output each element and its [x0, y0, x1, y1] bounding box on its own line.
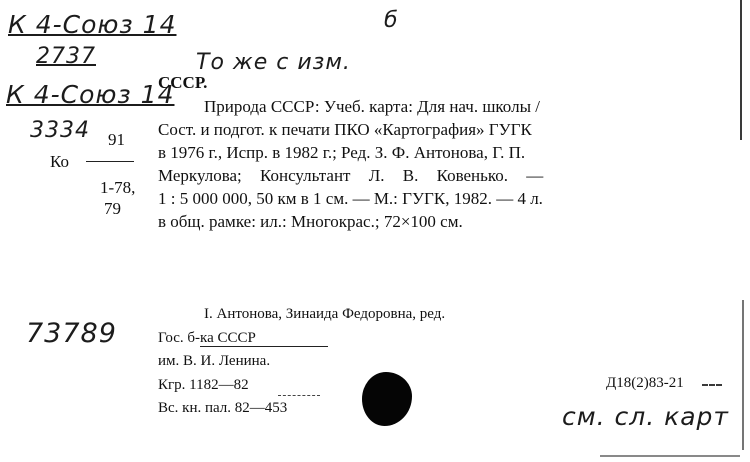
ink-blot [362, 372, 412, 426]
hand-note-same: То же с изм. [196, 50, 351, 75]
hand-callnum-2: К 4-Союз 14 [6, 80, 175, 109]
stamp-line-3: Кгр. 1182—82 [158, 377, 249, 393]
shelf-range-1: 1-78, [100, 178, 136, 197]
added-entry-editor: I. Антонова, Зинаида Федоровна, ред. [204, 306, 446, 322]
shelf-divider-line [86, 161, 134, 162]
shelf-number-91: 91 [108, 130, 125, 149]
hand-number-1: 2737 [36, 44, 96, 69]
heading-ussr: СССР. [158, 73, 208, 92]
description-line-1: Природа СССР: Учеб. карта: Для нач. школы / [204, 97, 540, 116]
shelf-ko: Ко [50, 152, 69, 171]
stamp-underline [200, 346, 328, 347]
stamp-line-1: Гос. б-ка СССР [158, 330, 256, 346]
hand-accession-number: 73789 [26, 318, 117, 349]
classification-code: Д18(2)83-21 [606, 375, 684, 391]
bottom-edge-line [600, 455, 740, 457]
description-line-6: в общ. рамке: ил.: Многокрас.; 72×100 см. [158, 212, 463, 231]
hand-number-2: 3334 [30, 118, 90, 143]
description-line-2: Сост. и подгот. к печати ПКО «Картография» ГУГК [158, 120, 532, 139]
description-line-5: 1 : 5 000 000, 50 км в 1 см. — М.: ГУГК, 1982. — 4 л. [158, 189, 543, 208]
description-line-4: Меркулова; Консультант Л. В. Ковенько. — [158, 166, 544, 185]
dash-mark [702, 384, 722, 386]
hand-callnum-1: К 4-Союз 14 [8, 10, 177, 39]
stamp-dash [278, 395, 320, 396]
right-edge-line [740, 0, 742, 140]
hand-letter: б [384, 8, 399, 33]
stamp-line-4: Вс. кн. пал. 82—453 [158, 400, 288, 416]
right-edge-line-lower [742, 300, 744, 450]
shelf-range-2: 79 [104, 199, 121, 218]
stamp-line-2: им. В. И. Ленина. [158, 353, 271, 369]
hand-see-note: см. сл. карт [562, 402, 729, 431]
description-line-3: в 1976 г., Испр. в 1982 г.; Ред. З. Ф. Антонова, Г. П. [158, 143, 526, 162]
